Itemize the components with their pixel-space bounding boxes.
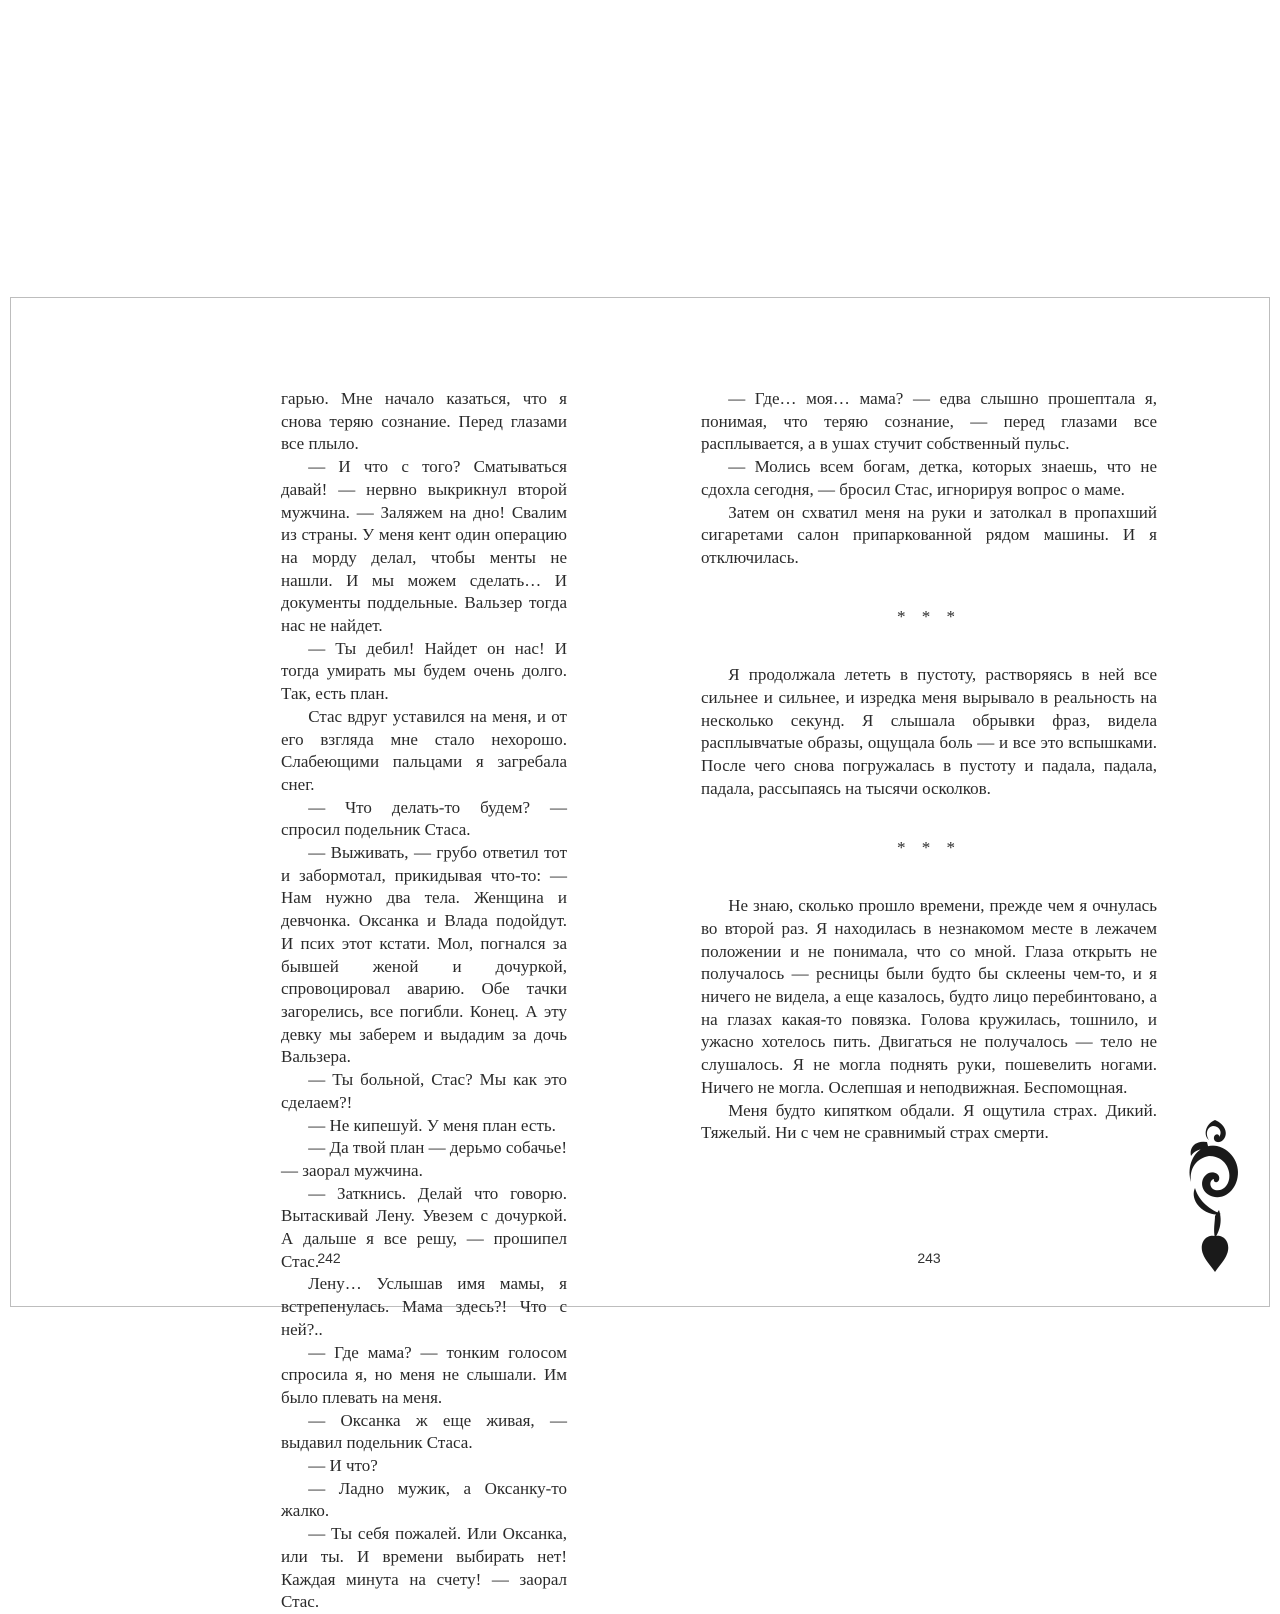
paragraph: Затем он схватил меня на руки и затолкал в пропахший сигаретами салон припаркованной рядом машины. И я отключилась. bbox=[701, 502, 1157, 567]
paragraph: — Заткнись. Делай что говорю. Вытаскивай Лену. Увезем с дочуркой. А дальше я все решу, — прошипел Стас. bbox=[281, 1183, 567, 1271]
paragraph: — Ладно мужик, а Оксанку-то жалко. bbox=[281, 1478, 567, 1521]
paragraph: — Ты себя пожалей. Или Оксанка, или ты. И времени выбирать нет! Каждая минута на счету! — заорал Стас. bbox=[281, 1524, 567, 1612]
section-separator: * * * bbox=[897, 606, 961, 626]
paragraph: — Да твой план — дерьмо собачье! — заорал мужчина. bbox=[281, 1138, 567, 1180]
paragraph: Лену… Услышав имя мамы, я встрепенулась. Мама здесь?! Что с ней?.. bbox=[281, 1274, 567, 1339]
page-number-right: 243 bbox=[917, 1250, 941, 1266]
paragraph: — Где мама? — тонким голосом спросила я, но меня не слышали. Им было плевать на меня. bbox=[281, 1342, 567, 1407]
paragraph: — Молись всем богам, детка, которых знаешь, что не сдохла сегодня, — бросил Стас, игнорируя вопрос о маме. bbox=[701, 457, 1157, 499]
right-page-text bbox=[701, 388, 1157, 1145]
paragraph: гарью. Мне начало казаться, что я снова теряю сознание. Перед глазами все плыло. bbox=[281, 389, 567, 454]
left-page-text bbox=[281, 388, 567, 1614]
paragraph: Я продолжала лететь в пустоту, растворяясь в ней все сильнее и сильнее, и изредка меня вырывало в реальность на несколько секунд. Я слышала обрывки фраз, видела расплывчатые образы, ощущала боль — и все это вспышками. После чего снова погружалась в пустоту и падала, падала, падала, рассыпаясь на тысячи осколков. bbox=[701, 665, 1157, 798]
paragraph: — И что? bbox=[308, 1456, 378, 1476]
paragraph: — Ты дебил! Найдет он нас! И тогда умирать мы будем очень долго. Так, есть план. bbox=[281, 638, 567, 704]
paragraph: — Выживать, — грубо ответил тот и забормотал, прикидывая что-то: — Нам нужно два тела. Женщина и девчонка. Оксанка и Влада подойдут. И псих этот кстати. Мол, погнался за бывшей женой и дочуркой, спровоцировал аварию. Обе тачки загорелись, все погибли. Конец. А эту девку мы заберем и выдадим за дочь Вальзера. bbox=[281, 843, 567, 1067]
section-separator: * * * bbox=[897, 837, 961, 857]
page-number-left: 242 bbox=[317, 1250, 341, 1266]
paragraph: Стас вдруг уставился на меня, и от его взгляда мне стало нехорошо. Слабеющими пальцами я загребала снег. bbox=[281, 706, 567, 794]
flourish-ornament-icon bbox=[1185, 1118, 1245, 1273]
paragraph: — И что с того? Сматываться давай! — нервно выкрикнул второй мужчина. — Заляжем на дно! Свалим из страны. У меня кент один операцию на морду делал, чтобы менты не нашли. И мы можем сделать… И документы поддельные. Вальзер тогда нас не найдет. bbox=[281, 457, 567, 636]
paragraph: — Где… моя… мама? — едва слышно прошептала я, понимая, что теряю сознание, — перед глазами все расплывается, а в ушах стучит собственный пульс. bbox=[701, 389, 1157, 454]
paragraph: — Ты больной, Стас? Мы как это сделаем?! bbox=[281, 1070, 567, 1112]
paragraph: — Что делать-то будем? — спросил подельник Стаса. bbox=[281, 797, 567, 840]
paragraph: — Не кипешуй. У меня план есть. bbox=[308, 1115, 556, 1135]
paragraph: Меня будто кипятком обдали. Я ощутила страх. Дикий. Тяжелый. Ни с чем не сравнимый страх смерти. bbox=[701, 1100, 1157, 1143]
paragraph: — Оксанка ж еще живая, — выдавил подельник Стаса. bbox=[281, 1410, 567, 1453]
book-spread bbox=[10, 297, 1270, 1612]
paragraph: Не знаю, сколько прошло времени, прежде чем я очнулась во второй раз. Я находилась в незнакомом месте в лежачем положении и не понимала, что со мной. Глаза открыть не получалось — ресницы были будто бы склеены чем-то, и я ничего не видела, а еще казалось, будто лицо перебинтовано, а на глазах какая-то повязка. Голова кружилась, тошнило, и ужасно хотелось пить. Двигаться не получалось — тело не слушалось. Я не могла поднять руки, пошевелить ногами. Ничего не могла. Ослепшая и неподвижная. Беспомощная. bbox=[701, 896, 1157, 1097]
